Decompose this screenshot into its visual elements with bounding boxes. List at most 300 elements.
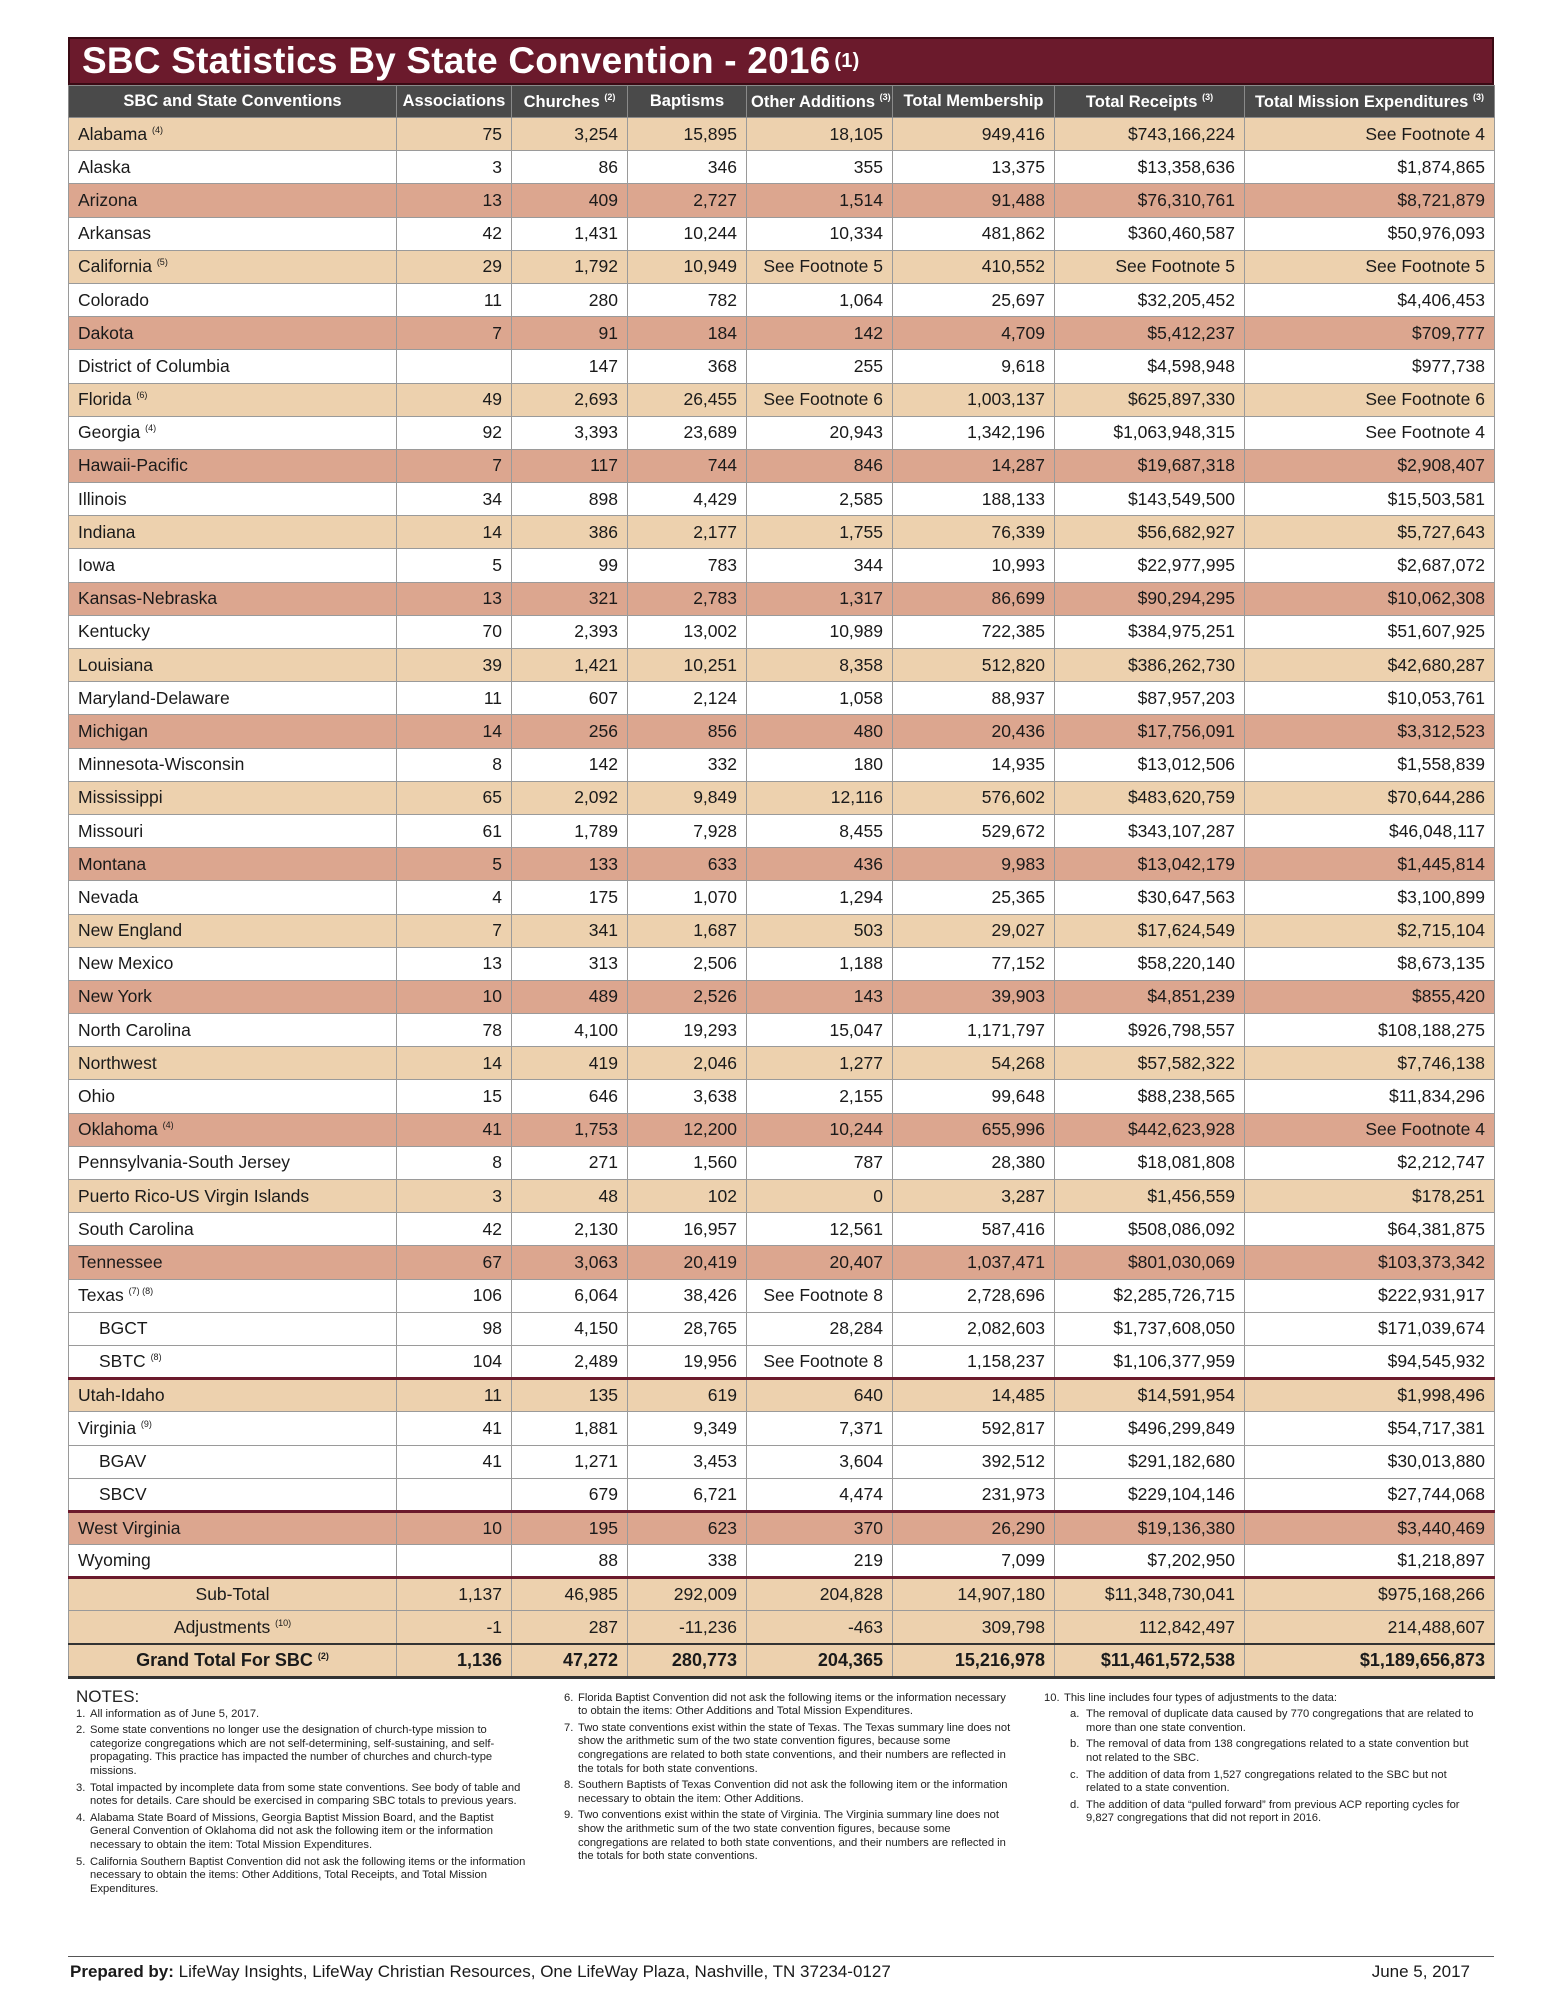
- value-cell: 0: [747, 1180, 893, 1213]
- value-cell: 2,130: [512, 1213, 628, 1246]
- value-cell: 2,082,603: [893, 1312, 1055, 1345]
- value-cell: $13,042,179: [1055, 848, 1245, 881]
- convention-name: Hawaii-Pacific: [78, 455, 188, 476]
- value-cell: 88,937: [893, 682, 1055, 715]
- value-cell: $143,549,500: [1055, 483, 1245, 516]
- value-cell: $343,107,287: [1055, 814, 1245, 847]
- value-cell: 91: [512, 317, 628, 350]
- value-cell: 54,268: [893, 1047, 1055, 1080]
- value-cell: 10: [397, 1511, 512, 1544]
- value-cell: $42,680,287: [1245, 649, 1495, 682]
- note-number: d.: [1070, 1798, 1080, 1811]
- value-cell: $11,348,730,041: [1055, 1578, 1245, 1611]
- value-cell: 41: [397, 1445, 512, 1478]
- value-cell: 2,728,696: [893, 1279, 1055, 1312]
- value-cell: $3,312,523: [1245, 715, 1495, 748]
- value-cell: 2,489: [512, 1345, 628, 1378]
- table-row: [69, 483, 1495, 516]
- convention-name-cell: [69, 914, 397, 947]
- value-cell: 14,935: [893, 748, 1055, 781]
- note-item: [76, 1708, 526, 1722]
- value-cell: 1,792: [512, 250, 628, 283]
- value-cell: 271: [512, 1146, 628, 1179]
- value-cell: $11,461,572,538: [1055, 1644, 1245, 1677]
- convention-name: Dakota: [78, 322, 134, 343]
- column-header-label: Associations: [402, 92, 506, 110]
- note-item: [564, 1809, 1014, 1863]
- table-row: [69, 814, 1495, 847]
- value-cell: 1,271: [512, 1445, 628, 1478]
- value-cell: 34: [397, 483, 512, 516]
- value-cell: 3: [397, 151, 512, 184]
- column-header: [1245, 86, 1495, 118]
- value-cell: $1,874,865: [1245, 151, 1495, 184]
- value-cell: 503: [747, 914, 893, 947]
- convention-name-cell: [69, 317, 397, 350]
- value-cell: 344: [747, 549, 893, 582]
- table-row: [69, 1644, 1495, 1677]
- value-cell: 10,334: [747, 217, 893, 250]
- note-text: Southern Baptists of Texas Convention did not ask the following item or the information necessary to obtain the item: Other Additions.: [578, 1779, 1008, 1805]
- value-cell: 409: [512, 184, 628, 217]
- table-row: [69, 416, 1495, 449]
- value-cell: 99: [512, 549, 628, 582]
- note-text: This line includes four types of adjustments to the data:: [1064, 1691, 1338, 1704]
- row-footnote: (4): [151, 124, 163, 135]
- value-cell: $3,440,469: [1245, 1511, 1495, 1544]
- value-cell: $171,039,674: [1245, 1312, 1495, 1345]
- convention-name-cell: [69, 1545, 397, 1578]
- value-cell: 10,989: [747, 615, 893, 648]
- convention-name-cell: [69, 615, 397, 648]
- column-footnote: (3): [1202, 91, 1214, 102]
- value-cell: 7,928: [628, 814, 747, 847]
- note-item: [1044, 1692, 1484, 1706]
- convention-name-cell: [69, 151, 397, 184]
- column-footnote: (3): [1472, 91, 1484, 102]
- value-cell: 14: [397, 516, 512, 549]
- value-cell: 1,137: [397, 1578, 512, 1611]
- value-cell: $384,975,251: [1055, 615, 1245, 648]
- column-header: [893, 86, 1055, 118]
- value-cell: $88,238,565: [1055, 1080, 1245, 1113]
- note-text: The addition of data “pulled forward” from previous ACP reporting cycles for 9,827 congregations that did not report in 2016.: [1086, 1798, 1460, 1825]
- column-header: [747, 86, 893, 118]
- convention-name-cell: [69, 250, 397, 283]
- value-cell: 9,849: [628, 781, 747, 814]
- column-header-label: Baptisms: [649, 92, 725, 110]
- convention-name: Alabama: [78, 123, 148, 144]
- convention-name: Oklahoma: [78, 1119, 158, 1140]
- value-cell: $87,957,203: [1055, 682, 1245, 715]
- convention-name: Wyoming: [78, 1550, 151, 1571]
- value-cell: 70: [397, 615, 512, 648]
- convention-name: Mississippi: [78, 787, 163, 808]
- note-number: 9.: [564, 1809, 574, 1822]
- note-item: [1044, 1738, 1484, 1765]
- convention-name: New England: [78, 920, 183, 941]
- note-number: c.: [1070, 1768, 1079, 1781]
- column-header: [512, 86, 628, 118]
- value-cell: -11,236: [628, 1611, 747, 1644]
- value-cell: 48: [512, 1180, 628, 1213]
- value-cell: $178,251: [1245, 1180, 1495, 1213]
- page-title: [68, 37, 1494, 85]
- table-row: [69, 1047, 1495, 1080]
- value-cell: $1,189,656,873: [1245, 1644, 1495, 1677]
- convention-name: Utah-Idaho: [78, 1385, 165, 1406]
- note-item: [564, 1692, 1014, 1719]
- value-cell: 11: [397, 1379, 512, 1412]
- value-cell: 65: [397, 781, 512, 814]
- value-cell: 99,648: [893, 1080, 1055, 1113]
- value-cell: 78: [397, 1014, 512, 1047]
- convention-name: California: [78, 256, 152, 277]
- table-row: [69, 1511, 1495, 1544]
- value-cell: 346: [628, 151, 747, 184]
- notes-column-1: [76, 1708, 526, 1900]
- table-row: [69, 1345, 1495, 1378]
- value-cell: $10,062,308: [1245, 582, 1495, 615]
- value-cell: 12,561: [747, 1213, 893, 1246]
- value-cell: 76,339: [893, 516, 1055, 549]
- value-cell: 41: [397, 1113, 512, 1146]
- table-row: [69, 1180, 1495, 1213]
- note-text: Some state conventions no longer use the designation of church-type mission to categorize congregations which are not self-determining, self-sustaining, and self-propagating. This practice has impacted the number of churches and church-type missions.: [90, 1724, 495, 1777]
- row-footnote: (5): [156, 257, 168, 268]
- value-cell: 20,943: [747, 416, 893, 449]
- value-cell: $8,721,879: [1245, 184, 1495, 217]
- value-cell: 26,455: [628, 383, 747, 416]
- value-cell: 1,560: [628, 1146, 747, 1179]
- value-cell: 787: [747, 1146, 893, 1179]
- table-row: [69, 980, 1495, 1013]
- convention-name-cell: [69, 1379, 397, 1412]
- value-cell: 204,365: [747, 1644, 893, 1677]
- value-cell: 2,393: [512, 615, 628, 648]
- title-text: SBC Statistics By State Convention - 2016: [82, 40, 831, 81]
- value-cell: $508,086,092: [1055, 1213, 1245, 1246]
- value-cell: 4,150: [512, 1312, 628, 1345]
- convention-name: Maryland-Delaware: [78, 687, 230, 708]
- table-row: [69, 1246, 1495, 1279]
- value-cell: 2,155: [747, 1080, 893, 1113]
- value-cell: 419: [512, 1047, 628, 1080]
- convention-name-cell: [69, 483, 397, 516]
- value-cell: $64,381,875: [1245, 1213, 1495, 1246]
- value-cell: $496,299,849: [1055, 1412, 1245, 1445]
- value-cell: 25,365: [893, 881, 1055, 914]
- value-cell: 3,453: [628, 1445, 747, 1478]
- value-cell: 10: [397, 980, 512, 1013]
- convention-name-cell: [69, 1113, 397, 1146]
- value-cell: 175: [512, 881, 628, 914]
- value-cell: $2,687,072: [1245, 549, 1495, 582]
- table-row: [69, 615, 1495, 648]
- value-cell: 370: [747, 1511, 893, 1544]
- value-cell: $5,727,643: [1245, 516, 1495, 549]
- value-cell: 142: [747, 317, 893, 350]
- value-cell: 1,158,237: [893, 1345, 1055, 1378]
- value-cell: 75: [397, 118, 512, 151]
- value-cell: $709,777: [1245, 317, 1495, 350]
- convention-name-cell: [69, 1345, 397, 1378]
- value-cell: See Footnote 6: [747, 383, 893, 416]
- value-cell: $442,623,928: [1055, 1113, 1245, 1146]
- value-cell: 655,996: [893, 1113, 1055, 1146]
- value-cell: 10,244: [747, 1113, 893, 1146]
- convention-name-cell: [69, 682, 397, 715]
- value-cell: $4,851,239: [1055, 980, 1245, 1013]
- table-row: [69, 1611, 1495, 1644]
- value-cell: 10,993: [893, 549, 1055, 582]
- value-cell: $386,262,730: [1055, 649, 1245, 682]
- value-cell: $46,048,117: [1245, 814, 1495, 847]
- note-number: 1.: [76, 1707, 86, 1720]
- convention-name-cell: [69, 781, 397, 814]
- value-cell: 77,152: [893, 947, 1055, 980]
- convention-name-cell: [69, 582, 397, 615]
- value-cell: 16,957: [628, 1213, 747, 1246]
- note-item: [564, 1779, 1014, 1806]
- convention-name: Alaska: [78, 156, 131, 177]
- title-footnote: (1): [834, 49, 860, 72]
- value-cell: 180: [747, 748, 893, 781]
- convention-name: Louisiana: [78, 654, 153, 675]
- value-cell: 368: [628, 350, 747, 383]
- value-cell: 231,973: [893, 1478, 1055, 1511]
- value-cell: 1,342,196: [893, 416, 1055, 449]
- note-text: Two state conventions exist within the state of Texas. The Texas summary line does not show the arithmetic sum of the two state convention figures, because some congregations are related to both state conventions, and their numbers are reflected in the totals for both state conventions.: [578, 1721, 1011, 1775]
- value-cell: 42: [397, 1213, 512, 1246]
- value-cell: See Footnote 4: [1245, 118, 1495, 151]
- value-cell: 4,429: [628, 483, 747, 516]
- value-cell: 1,881: [512, 1412, 628, 1445]
- convention-name: Kansas-Nebraska: [78, 588, 218, 609]
- convention-name-cell: [69, 1014, 397, 1047]
- column-header: [1055, 86, 1245, 118]
- value-cell: $8,673,135: [1245, 947, 1495, 980]
- value-cell: 20,436: [893, 715, 1055, 748]
- value-cell: [397, 1545, 512, 1578]
- value-cell: 7: [397, 914, 512, 947]
- convention-name: Kentucky: [78, 621, 150, 642]
- convention-name-cell: [69, 1279, 397, 1312]
- column-header: [628, 86, 747, 118]
- table-row: [69, 1445, 1495, 1478]
- convention-name-cell: [69, 1146, 397, 1179]
- value-cell: 11: [397, 283, 512, 316]
- value-cell: 1,753: [512, 1113, 628, 1146]
- value-cell: 12,200: [628, 1113, 747, 1146]
- convention-name: Ohio: [78, 1086, 115, 1107]
- convention-name: Virginia: [78, 1417, 137, 1438]
- value-cell: $51,607,925: [1245, 615, 1495, 648]
- value-cell: 23,689: [628, 416, 747, 449]
- table-row: [69, 1312, 1495, 1345]
- value-cell: 4,709: [893, 317, 1055, 350]
- value-cell: 2,727: [628, 184, 747, 217]
- convention-name: Florida: [78, 389, 132, 410]
- value-cell: 436: [747, 848, 893, 881]
- value-cell: 623: [628, 1511, 747, 1544]
- value-cell: 38,426: [628, 1279, 747, 1312]
- table-row: [69, 549, 1495, 582]
- value-cell: 42: [397, 217, 512, 250]
- value-cell: $7,202,950: [1055, 1545, 1245, 1578]
- value-cell: 8: [397, 748, 512, 781]
- convention-name: Missouri: [78, 820, 144, 841]
- table-row: [69, 350, 1495, 383]
- value-cell: 1,136: [397, 1644, 512, 1677]
- table-row: [69, 1113, 1495, 1146]
- value-cell: 9,983: [893, 848, 1055, 881]
- value-cell: 133: [512, 848, 628, 881]
- table-row: [69, 1578, 1495, 1611]
- value-cell: 86: [512, 151, 628, 184]
- value-cell: See Footnote 4: [1245, 1113, 1495, 1146]
- convention-name: BGCT: [99, 1318, 148, 1339]
- value-cell: $2,715,104: [1245, 914, 1495, 947]
- convention-name-cell: [69, 649, 397, 682]
- note-number: 3.: [76, 1781, 86, 1794]
- value-cell: 18,105: [747, 118, 893, 151]
- value-cell: 19,956: [628, 1345, 747, 1378]
- value-cell: 29,027: [893, 914, 1055, 947]
- convention-name: District of Columbia: [78, 355, 230, 376]
- value-cell: $70,644,286: [1245, 781, 1495, 814]
- value-cell: $2,212,747: [1245, 1146, 1495, 1179]
- statistics-table: [68, 85, 1495, 1679]
- value-cell: 10,244: [628, 217, 747, 250]
- value-cell: 313: [512, 947, 628, 980]
- value-cell: [397, 350, 512, 383]
- value-cell: 204,828: [747, 1578, 893, 1611]
- value-cell: See Footnote 6: [1245, 383, 1495, 416]
- convention-name-cell: [69, 1213, 397, 1246]
- table-row: [69, 1478, 1495, 1511]
- value-cell: 512,820: [893, 649, 1055, 682]
- value-cell: $7,746,138: [1245, 1047, 1495, 1080]
- convention-name: Grand Total For SBC: [136, 1649, 313, 1670]
- value-cell: $1,558,839: [1245, 748, 1495, 781]
- value-cell: 7: [397, 317, 512, 350]
- value-cell: $18,081,808: [1055, 1146, 1245, 1179]
- convention-name: Northwest: [78, 1052, 157, 1073]
- convention-name-cell: [69, 947, 397, 980]
- convention-name: Georgia: [78, 422, 141, 443]
- value-cell: 13: [397, 947, 512, 980]
- convention-name-cell: [69, 1644, 397, 1677]
- value-cell: 3: [397, 1180, 512, 1213]
- column-footnote: (2): [604, 91, 616, 102]
- value-cell: 5: [397, 848, 512, 881]
- value-cell: [397, 1478, 512, 1511]
- value-cell: 39: [397, 649, 512, 682]
- prepared-by-text: LifeWay Insights, LifeWay Christian Resources, One LifeWay Plaza, Nashville, TN 37234-0127: [178, 1962, 891, 1981]
- convention-name-cell: [69, 748, 397, 781]
- value-cell: 256: [512, 715, 628, 748]
- value-cell: 10,251: [628, 649, 747, 682]
- value-cell: See Footnote 4: [1245, 416, 1495, 449]
- value-cell: 15: [397, 1080, 512, 1113]
- value-cell: 481,862: [893, 217, 1055, 250]
- value-cell: 607: [512, 682, 628, 715]
- convention-name: BGAV: [99, 1451, 147, 1472]
- note-text: The removal of data from 138 congregations related to a state convention but not related to the SBC.: [1086, 1738, 1469, 1764]
- column-header-label: Total Membership: [903, 92, 1044, 110]
- value-cell: 1,037,471: [893, 1246, 1055, 1279]
- value-cell: $2,285,726,715: [1055, 1279, 1245, 1312]
- value-cell: $108,188,275: [1245, 1014, 1495, 1047]
- convention-name-cell: [69, 881, 397, 914]
- table-row: [69, 881, 1495, 914]
- column-header-label: Other Additions: [751, 92, 876, 111]
- value-cell: $14,591,954: [1055, 1379, 1245, 1412]
- value-cell: $743,166,224: [1055, 118, 1245, 151]
- table-row: [69, 383, 1495, 416]
- value-cell: $50,976,093: [1245, 217, 1495, 250]
- value-cell: 67: [397, 1246, 512, 1279]
- prepared-by-label: Prepared by:: [70, 1962, 174, 1981]
- value-cell: 1,317: [747, 582, 893, 615]
- row-footnote: (10): [275, 1617, 292, 1628]
- value-cell: 8,455: [747, 814, 893, 847]
- note-number: 7.: [564, 1721, 574, 1734]
- table-row: [69, 118, 1495, 151]
- convention-name-cell: [69, 118, 397, 151]
- convention-name: Arizona: [78, 189, 138, 210]
- value-cell: $19,136,380: [1055, 1511, 1245, 1544]
- value-cell: $4,406,453: [1245, 283, 1495, 316]
- value-cell: 14: [397, 715, 512, 748]
- value-cell: $2,908,407: [1245, 449, 1495, 482]
- value-cell: 47,272: [512, 1644, 628, 1677]
- note-text: Total impacted by incomplete data from some state conventions. See body of table and notes for details. Care should be exercised in comparing SBC totals to previous years.: [90, 1781, 521, 1808]
- table-row: [69, 250, 1495, 283]
- value-cell: $855,420: [1245, 980, 1495, 1013]
- value-cell: $13,012,506: [1055, 748, 1245, 781]
- value-cell: 19,293: [628, 1014, 747, 1047]
- convention-name: Pennsylvania-South Jersey: [78, 1152, 291, 1173]
- note-item: [1044, 1799, 1484, 1826]
- value-cell: $229,104,146: [1055, 1478, 1245, 1511]
- value-cell: 1,687: [628, 914, 747, 947]
- table-row: [69, 715, 1495, 748]
- value-cell: 7,099: [893, 1545, 1055, 1578]
- value-cell: $76,310,761: [1055, 184, 1245, 217]
- value-cell: 14: [397, 1047, 512, 1080]
- convention-name: Arkansas: [78, 223, 151, 244]
- value-cell: 29: [397, 250, 512, 283]
- value-cell: 9,349: [628, 1412, 747, 1445]
- convention-name: West Virginia: [78, 1517, 181, 1538]
- value-cell: $22,977,995: [1055, 549, 1245, 582]
- value-cell: 386: [512, 516, 628, 549]
- value-cell: $291,182,680: [1055, 1445, 1245, 1478]
- value-cell: 3,638: [628, 1080, 747, 1113]
- convention-name-cell: [69, 416, 397, 449]
- value-cell: 3,287: [893, 1180, 1055, 1213]
- value-cell: 7: [397, 449, 512, 482]
- convention-name-cell: [69, 715, 397, 748]
- value-cell: See Footnote 5: [747, 250, 893, 283]
- note-number: 8.: [564, 1779, 574, 1792]
- convention-name-cell: [69, 516, 397, 549]
- value-cell: 744: [628, 449, 747, 482]
- value-cell: 88: [512, 1545, 628, 1578]
- convention-name-cell: [69, 1312, 397, 1345]
